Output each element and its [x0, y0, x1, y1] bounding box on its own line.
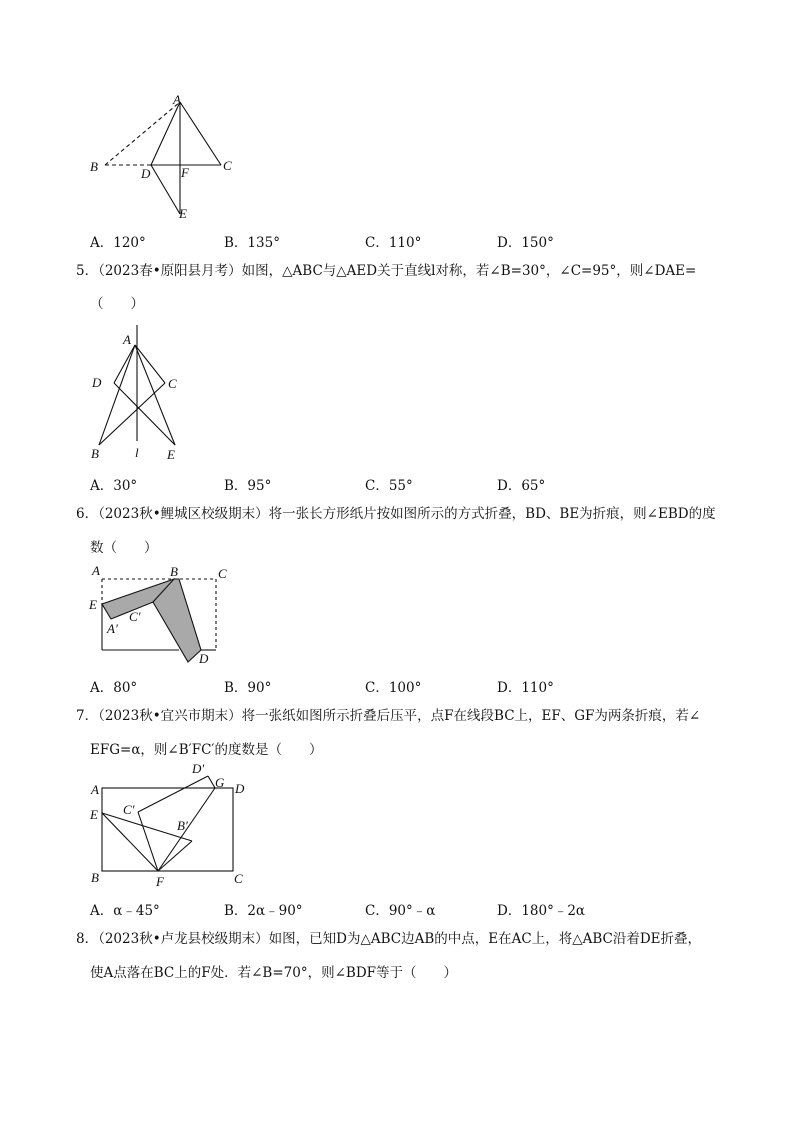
q7-label-f: F — [156, 874, 164, 889]
q7-label-b: B — [91, 870, 99, 885]
q7-label-d: D — [235, 781, 245, 796]
q6-label-d: D — [199, 651, 209, 666]
q6-label-e: E — [89, 597, 97, 612]
q5-label-l: l — [135, 445, 139, 460]
q6-option-d[interactable]: D．110° — [497, 680, 554, 696]
q7-label-b1: B′ — [177, 818, 188, 833]
q5-label-e: E — [167, 447, 175, 462]
q7-label-c1: C′ — [123, 802, 135, 817]
q6-label-c1: C′ — [129, 609, 141, 624]
q4-option-a[interactable]: A．120° — [90, 235, 146, 251]
q7-stem-line2: EFG=α，则∠B′FC′的度数是（ ） — [90, 742, 323, 758]
q5-label-c: C — [168, 376, 177, 391]
q5-stem-line2: （ ） — [90, 296, 144, 312]
q6-stem: 6．（2023秋•鲤城区校级期末）将一张长方形纸片按如图所示的方式折叠，BD、BE为折痕，则∠EBD的度 — [76, 506, 716, 522]
q7-option-b[interactable]: B．2α﹣90° — [224, 903, 303, 919]
q5-option-a[interactable]: A．30° — [90, 478, 138, 494]
q4-option-d[interactable]: D．150° — [497, 235, 554, 251]
q6-option-a[interactable]: A．80° — [90, 680, 138, 696]
q7-option-c[interactable]: C．90°﹣α — [365, 903, 436, 919]
q7-label-g: G — [215, 775, 225, 790]
q4-figure — [85, 92, 245, 222]
q6-stem-line2: 数（ ） — [90, 540, 158, 556]
q7-label-e: E — [90, 807, 98, 822]
q7-stem: 7．（2023秋•宜兴市期末）将一张纸如图所示折叠后压平，点F在线段BC上，EF、GF为两条折痕，若∠ — [76, 708, 701, 724]
q5-option-c[interactable]: C．55° — [365, 478, 413, 494]
q8-stem: 8．（2023秋•卢龙县校级期末）如图，已知D为△ABC边AB的中点，E在AC上，将△ABC沿着DE折叠， — [76, 931, 702, 947]
q6-figure — [85, 562, 245, 670]
q5-label-b: B — [91, 446, 99, 461]
q6-label-c: C — [218, 566, 227, 581]
q7-option-a[interactable]: A．α﹣45° — [90, 903, 160, 919]
q6-label-a: A — [92, 563, 100, 578]
q4-label-c: C — [223, 158, 232, 173]
q4-label-b: B — [90, 159, 98, 174]
q6-option-c[interactable]: C．100° — [365, 680, 422, 696]
q6-options — [90, 676, 610, 694]
q7-options — [90, 899, 610, 917]
q4-label-d: D — [141, 166, 151, 181]
q5-option-d[interactable]: D．65° — [497, 478, 546, 494]
q5-stem: 5．（2023春•原阳县月考）如图，△ABC与△AED关于直线l对称，若∠B=30°，∠C=95°，则∠DAE= — [76, 263, 697, 279]
q4-label-a: A — [173, 92, 181, 107]
q5-figure — [85, 320, 195, 465]
q7-option-d[interactable]: D．180°﹣2α — [497, 903, 586, 919]
q4-label-e: E — [179, 206, 187, 221]
q6-label-a1: A′ — [107, 621, 118, 636]
q7-label-c: C — [234, 871, 243, 886]
q4-label-f: F — [181, 165, 189, 180]
q6-label-b: B — [170, 564, 178, 579]
q4-option-c[interactable]: C．110° — [365, 235, 422, 251]
q5-options — [90, 474, 610, 492]
q5-label-d: D — [92, 375, 102, 390]
q7-label-a: A — [91, 782, 99, 797]
q5-label-a: A — [123, 332, 131, 347]
q4-options — [90, 231, 610, 249]
q6-option-b[interactable]: B．90° — [224, 680, 272, 696]
q8-stem-line2: 使A点落在BC上的F处．若∠B=70°，则∠BDF等于（ ） — [90, 965, 458, 981]
q7-figure — [85, 762, 265, 890]
q5-option-b[interactable]: B．95° — [224, 478, 272, 494]
q7-label-d1: D′ — [192, 762, 205, 776]
q4-option-b[interactable]: B．135° — [224, 235, 280, 251]
